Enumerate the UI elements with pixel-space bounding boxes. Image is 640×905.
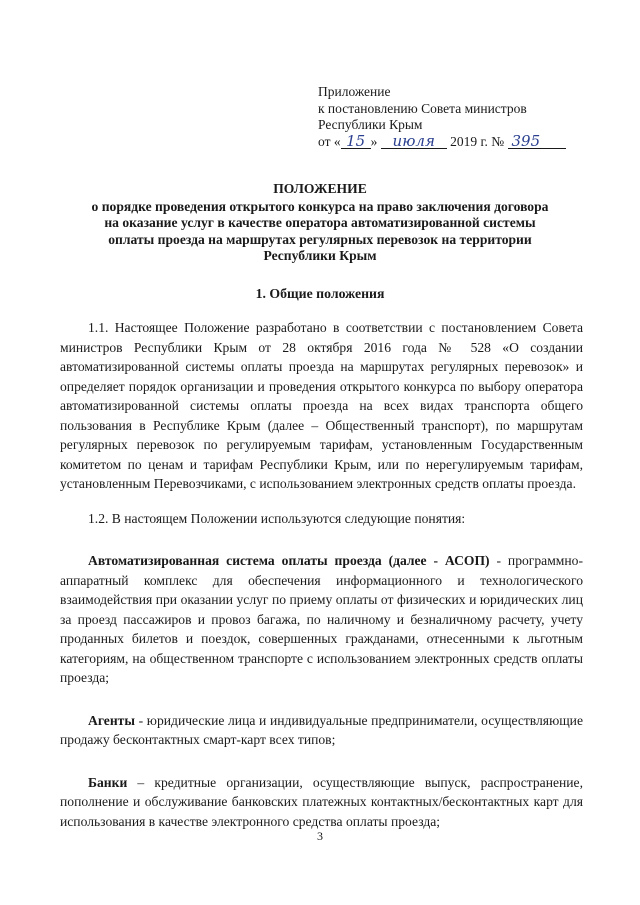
paragraph-1-2: 1.2. В настоящем Положении используются следующие понятия: bbox=[88, 510, 466, 526]
appendix-line-3: Республики Крым bbox=[318, 117, 423, 132]
page-number: 3 bbox=[317, 829, 323, 843]
definition-banks bbox=[60, 773, 583, 832]
document-body bbox=[60, 318, 583, 831]
date-mid: » bbox=[370, 133, 378, 149]
definition-term: Автоматизированная система оплаты проезда (далее - АСОП) bbox=[88, 553, 490, 568]
definition-text: - юридические лица и индивидуальные предприниматели, осуществляющие продажу бесконтактных смарт-карт всех типов; bbox=[60, 712, 583, 747]
definition-term: Банки bbox=[88, 774, 128, 790]
handwritten-day: 15 bbox=[341, 134, 371, 149]
date-prefix: от « bbox=[318, 133, 341, 149]
appendix-block bbox=[318, 84, 618, 150]
handwritten-number: 395 bbox=[508, 134, 566, 149]
appendix-line-2: к постановлению Совета министров bbox=[318, 100, 527, 116]
title-subline-1: о порядке проведения открытого конкурса на право заключения договора bbox=[91, 198, 549, 214]
definition-text: - программно-аппаратный комплекс для обеспечения информационного и технологического взаимодействия при оказании услуг по приему оплаты от физических и юридических лиц за проезд пассажиров и провоз багажа, по наличному и безналичному расчету, учету проданных билетов и поездок, совершенных гражданами, отнесенными к льготным категориям, на общественном транспорте с использованием электронных средств оплаты проезда; bbox=[60, 553, 584, 685]
appendix-date-line bbox=[318, 131, 618, 151]
section-heading: 1. Общие положения bbox=[255, 286, 385, 301]
appendix-line-1: Приложение bbox=[318, 84, 391, 99]
definition-agents bbox=[60, 711, 583, 750]
definition-term: Агенты bbox=[88, 712, 135, 728]
document-title: ПОЛОЖЕНИЕ bbox=[273, 181, 367, 196]
title-subline-2: на оказание услуг в качестве оператора автоматизированной системы bbox=[104, 215, 536, 230]
document-title-block bbox=[60, 181, 580, 265]
title-subline-3: оплаты проезда на маршрутах регулярных перевозок на территории bbox=[108, 231, 532, 247]
definition-asop bbox=[60, 551, 583, 688]
year-text: 2019 г. № bbox=[450, 133, 505, 149]
definition-text: – кредитные организации, осуществляющие выпуск, распространение, пополнение и обслуживание банковских платежных контактных/бесконтактных карт для использования в качестве электронного средства оплаты проезда; bbox=[60, 774, 583, 829]
title-subline-4: Республики Крым bbox=[263, 248, 377, 263]
paragraph-1-1: 1.1. Настоящее Положение разработано в соответствии с постановлением Совета министров Республики Крым от 28 октября 2016 года № 528 «О создании автоматизированной системы оплаты проезда на маршрутах регулярных перевозок» и определяет порядок организации и проведения открытого конкурса по выбору оператора автоматизированной системы оплаты проезда на всех видах транспорта общего пользования в Республике Крым (далее – Общественный транспорт), по маршрутам регулярных перевозок по регулируемым тарифам, установленным Государственным комитетом по ценам и тарифам Республики Крым, или по нерегулируемым тарифам, установленным Перевозчиками, с использованием электронных средств оплаты проезда. bbox=[60, 320, 583, 491]
handwritten-month: июля bbox=[381, 134, 447, 149]
